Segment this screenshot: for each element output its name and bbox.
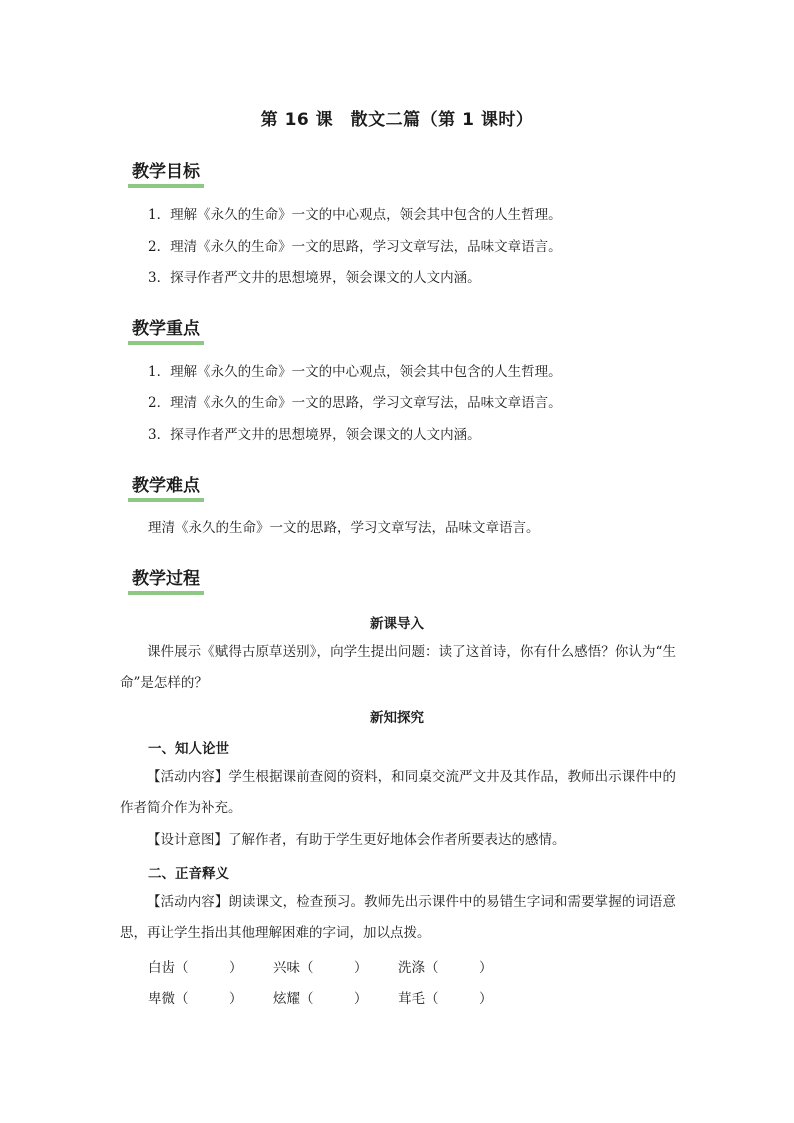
objectives-heading: 教学目标: [128, 161, 204, 188]
lesson-title: 第 16 课 散文二篇（第 1 课时）: [260, 110, 534, 130]
explore-heading: 新知探究: [370, 710, 424, 726]
vocab-item: 茸毛（ ）: [398, 991, 493, 1007]
vocab-item: 炫耀（ ）: [273, 991, 368, 1007]
part1-activity: 【活动内容】学生根据课前查阅的资料，和同桌交流严文井及其作品，教师出示课件中的作者简介作为补充。: [120, 769, 676, 816]
part2-heading: 二、正音释义: [148, 866, 229, 882]
objective-item: 2．理清《永久的生命》一文的思路，学习文章写法，品味文章语言。: [148, 239, 562, 255]
intro-heading: 新课导入: [370, 616, 424, 632]
objective-item: 3．探寻作者严文井的思想境界，领会课文的人文内涵。: [148, 270, 481, 286]
key-point-item: 3．探寻作者严文井的思想境界，领会课文的人文内涵。: [148, 427, 481, 443]
difficulty-heading: 教学难点: [128, 475, 204, 502]
vocab-item: 白齿（ ）: [148, 960, 243, 976]
key-point-item: 1．理解《永久的生命》一文的中心观点，领会其中包含的人生哲理。: [148, 364, 562, 380]
part1-heading: 一、知人论世: [148, 741, 229, 757]
key-points-heading: 教学重点: [128, 318, 204, 345]
objective-item: 1．理解《永久的生命》一文的中心观点，领会其中包含的人生哲理。: [148, 207, 562, 223]
process-heading: 教学过程: [128, 568, 204, 595]
vocab-item: 兴味（ ）: [273, 960, 368, 976]
intro-paragraph: 课件展示《赋得古原草送别》，向学生提出问题：读了这首诗，你有什么感悟？你认为“生命”是怎样的？: [120, 644, 676, 691]
vocab-item: 卑微（ ）: [148, 991, 243, 1007]
part1-design: 【设计意图】了解作者，有助于学生更好地体会作者所要表达的感情。: [147, 832, 566, 848]
part2-activity: 【活动内容】朗读课文，检查预习。教师先出示课件中的易错生字词和需要掌握的词语意思，再让学生指出其他理解困难的字词，加以点拨。: [120, 894, 676, 941]
vocab-item: 洗涤（ ）: [398, 960, 493, 976]
key-point-item: 2．理清《永久的生命》一文的思路，学习文章写法，品味文章语言。: [148, 395, 562, 411]
difficulty-text: 理清《永久的生命》一文的思路，学习文章写法，品味文章语言。: [148, 520, 540, 536]
